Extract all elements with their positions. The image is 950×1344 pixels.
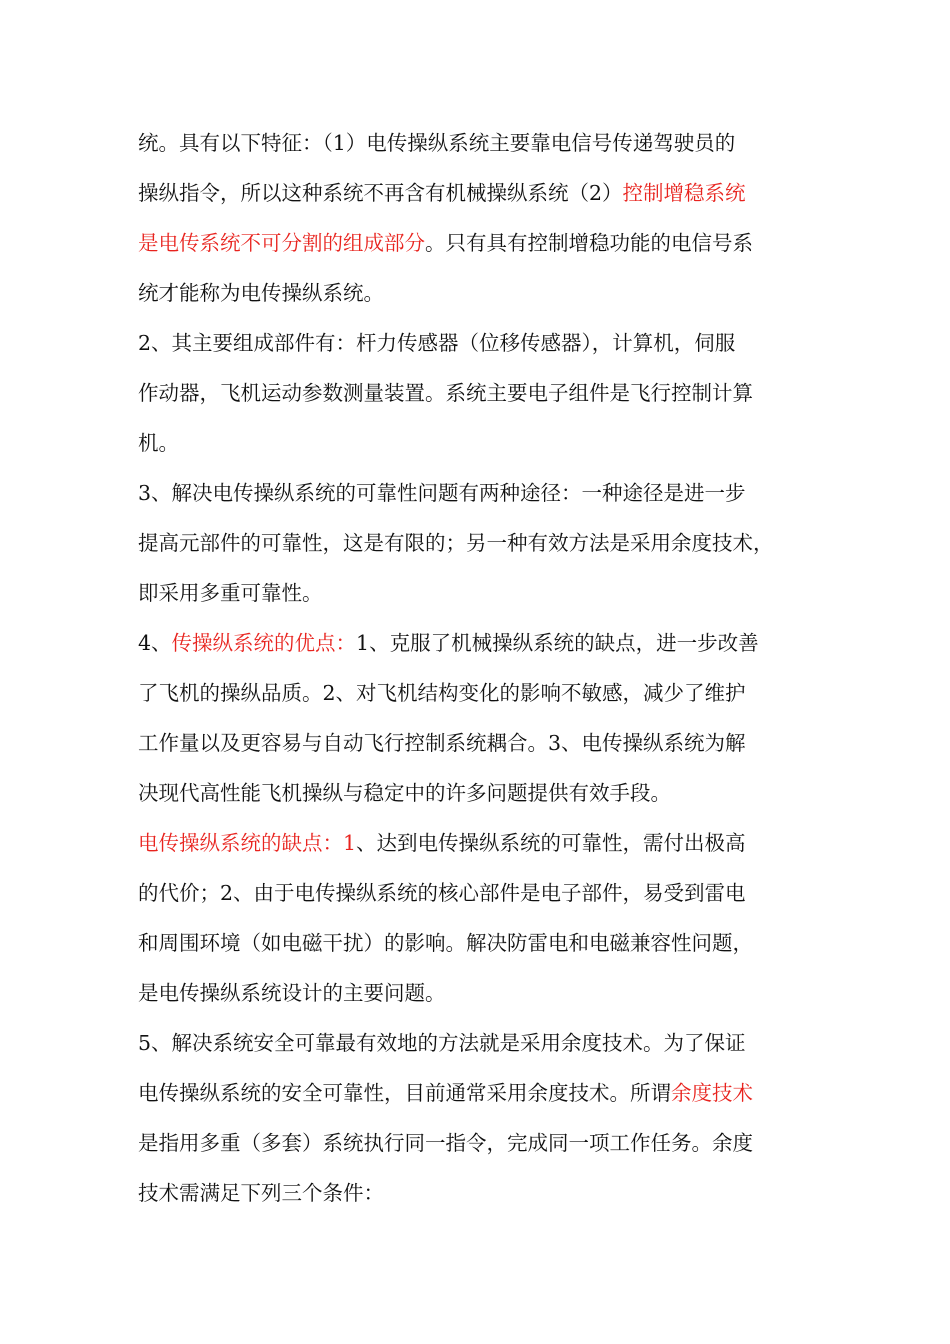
text-line bbox=[138, 818, 828, 868]
body-text: 是电传操纵系统设计的主要问题。 bbox=[138, 981, 446, 1005]
body-text: 决现代高性能飞机操纵与稳定中的许多问题提供有效手段。 bbox=[138, 781, 671, 805]
body-text: 、达到电传操纵系统的可靠性，需付出极高 bbox=[356, 831, 746, 855]
text-line bbox=[138, 368, 828, 418]
text-line bbox=[138, 968, 828, 1018]
text-line bbox=[138, 868, 828, 918]
body-text: 的代价；2、由于电传操纵系统的核心部件是电子部件，易受到雷电 bbox=[138, 881, 746, 905]
text-line bbox=[138, 218, 828, 268]
text-line bbox=[138, 318, 828, 368]
body-text: 4、 bbox=[138, 631, 172, 655]
body-text: 即采用多重可靠性。 bbox=[138, 581, 323, 605]
text-line bbox=[138, 268, 828, 318]
highlighted-text: 余度技术 bbox=[671, 1081, 753, 1105]
highlighted-text: 传操纵系统的优点： bbox=[171, 631, 357, 655]
text-line bbox=[138, 518, 828, 568]
body-text: 3、解决电传操纵系统的可靠性问题有两种途径：一种途径是进一步 bbox=[138, 481, 746, 505]
body-text: 工作量以及更容易与自动飞行控制系统耦合。3、电传操纵系统为解 bbox=[138, 731, 746, 755]
text-line bbox=[138, 418, 828, 468]
text-line bbox=[138, 1168, 828, 1218]
text-line bbox=[138, 168, 828, 218]
body-text: 技术需满足下列三个条件： bbox=[138, 1181, 384, 1205]
paragraph bbox=[138, 318, 828, 468]
body-text: 统才能称为电传操纵系统。 bbox=[138, 281, 384, 305]
body-text: 。只有具有控制增稳功能的电信号系 bbox=[425, 231, 753, 255]
body-text: 5、解决系统安全可靠最有效地的方法就是采用余度技术。为了保证 bbox=[138, 1031, 746, 1055]
highlighted-text: 是电传系统不可分割的组成部分 bbox=[138, 231, 425, 255]
paragraph bbox=[138, 118, 828, 318]
paragraph bbox=[138, 818, 828, 1018]
text-line bbox=[138, 768, 828, 818]
body-text: 电传操纵系统的安全可靠性，目前通常采用余度技术。所谓 bbox=[138, 1081, 671, 1105]
highlighted-text: 控制增稳系统 bbox=[622, 181, 746, 205]
body-text: 和周围环境（如电磁干扰）的影响。解决防雷电和电磁兼容性问题， bbox=[138, 931, 753, 955]
body-text: 统。具有以下特征：（1）电传操纵系统主要靠电信号传递驾驶员的 bbox=[138, 131, 736, 155]
text-line bbox=[138, 1068, 828, 1118]
highlighted-text: 电传操纵系统的缺点：1 bbox=[138, 831, 357, 855]
paragraph bbox=[138, 1018, 828, 1218]
text-line bbox=[138, 918, 828, 968]
document-body bbox=[138, 118, 828, 1218]
text-line bbox=[138, 668, 828, 718]
body-text: 机。 bbox=[138, 431, 179, 455]
text-line bbox=[138, 568, 828, 618]
body-text: 操纵指令，所以这种系统不再含有机械操纵系统（2） bbox=[138, 181, 623, 205]
body-text: 1、克服了机械操纵系统的缺点，进一步改善 bbox=[356, 631, 759, 655]
text-line bbox=[138, 1018, 828, 1068]
body-text: 2、其主要组成部件有：杆力传感器（位移传感器），计算机，伺服 bbox=[138, 331, 736, 355]
text-line bbox=[138, 118, 828, 168]
body-text: 提高元部件的可靠性，这是有限的；另一种有效方法是采用余度技术， bbox=[138, 531, 774, 555]
body-text: 作动器，飞机运动参数测量装置。系统主要电子组件是飞行控制计算 bbox=[138, 381, 753, 405]
body-text: 是指用多重（多套）系统执行同一指令，完成同一项工作任务。余度 bbox=[138, 1131, 753, 1155]
paragraph bbox=[138, 618, 828, 818]
body-text: 了飞机的操纵品质。2、对飞机结构变化的影响不敏感，减少了维护 bbox=[138, 681, 746, 705]
text-line bbox=[138, 468, 828, 518]
text-line bbox=[138, 1118, 828, 1168]
text-line bbox=[138, 718, 828, 768]
text-line bbox=[138, 618, 828, 668]
paragraph bbox=[138, 468, 828, 618]
